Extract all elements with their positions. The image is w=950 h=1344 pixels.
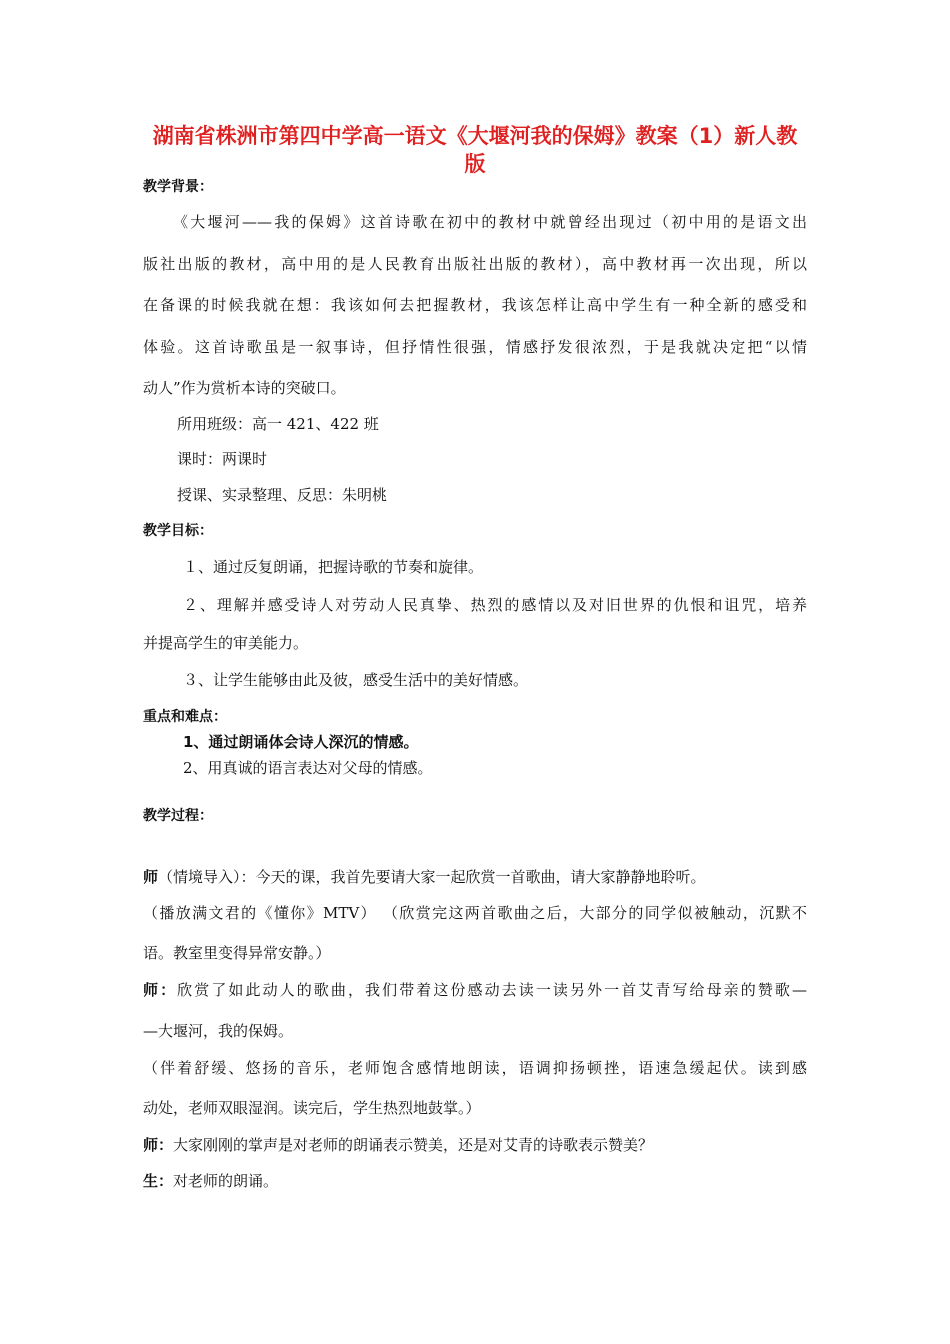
class-info: 所用班级：高一 421、422 班 [177,415,379,433]
process-p6 [143,1171,807,1191]
goal-item-2-line-1: ２、理解并感受诗人对劳动人民真挚、热烈的感情以及对旧世界的仇恨和诅咒，培养 [183,596,807,614]
key-point-1-text: 1、通过朗诵体会诗人深沉的情感。 [183,733,419,751]
author-info: 授课、实录整理、反思：朱明桃 [177,486,388,504]
process-p3-text: 欣赏了如此动人的歌曲，我们带着这份感动去读一读另外一首艾青写给母亲的赞歌— [177,981,807,999]
process-p4-line-2: 动处，老师双眼湿润。读完后，学生热烈地鼓掌。） [143,1099,481,1117]
process-p5-text: 大家刚刚的掌声是对老师的朗诵表示赞美，还是对艾青的诗歌表示赞美？ [173,1136,654,1154]
background-line-2: 版社出版的教材，高中用的是人民教育出版社出版的教材），高中教材再一次出现，所以 [143,255,807,273]
process-p6-text: 对老师的朗诵。 [173,1172,279,1190]
goals-heading: 教学目标： [143,523,213,539]
background-line-4: 体验。这首诗歌虽是一叙事诗，但抒情性很强，情感抒发很浓烈，于是我就决定把“以情 [143,338,807,356]
process-p3-line-2: —大堰河，我的保姆。 [143,1022,294,1040]
speaker-label: 生： [143,1172,174,1190]
speaker-label: 师： [143,981,178,999]
speaker-label: 师： [143,1136,174,1154]
background-line-3: 在备课的时候我就在想：我该如何去把握教材，我该怎样让高中学生有一种全新的感受和 [143,296,807,314]
hours-info: 课时：两课时 [177,450,268,468]
key-point-1 [143,732,807,752]
process-p2-line-2: 语。教室里变得异常安静。） [143,944,331,962]
process-heading: 教学过程： [143,808,213,824]
background-line-1: 《大堰河——我的保姆》这首诗歌在初中的教材中就曾经出现过（初中用的是语文出 [173,213,807,231]
process-p4-line-1: （伴着舒缓、悠扬的音乐，老师饱含感情地朗读，语调抑扬顿挫，语速急缓起伏。读到感 [143,1059,807,1077]
document-title: 湖南省株洲市第四中学高一语文《大堰河我的保姆》教案（1）新人教版 [152,124,798,176]
process-p1 [143,867,807,887]
process-p5 [143,1135,807,1155]
key-point-2: 2、用真诚的语言表达对父母的情感。 [183,759,433,777]
background-heading: 教学背景： [143,179,213,195]
speaker-label: 师 [143,868,159,886]
goal-item-1: １、通过反复朗诵，把握诗歌的节奏和旋律。 [183,558,484,576]
process-p2-line-1: （播放满文君的《懂你》MTV） （欣赏完这两首歌曲之后，大部分的同学似被触动，沉默不 [143,904,807,922]
goal-item-3: ３、让学生能够由此及彼，感受生活中的美好情感。 [183,671,529,689]
key-points-heading: 重点和难点： [143,709,227,725]
goal-item-2-line-2: 并提高学生的审美能力。 [143,634,309,652]
background-line-5: 动人”作为赏析本诗的突破口。 [143,379,346,397]
process-p1-text: （情境导入）：今天的课，我首先要请大家一起欣赏一首歌曲，请大家静静地聆听。 [158,868,706,886]
process-p3-line-1 [143,980,807,1000]
